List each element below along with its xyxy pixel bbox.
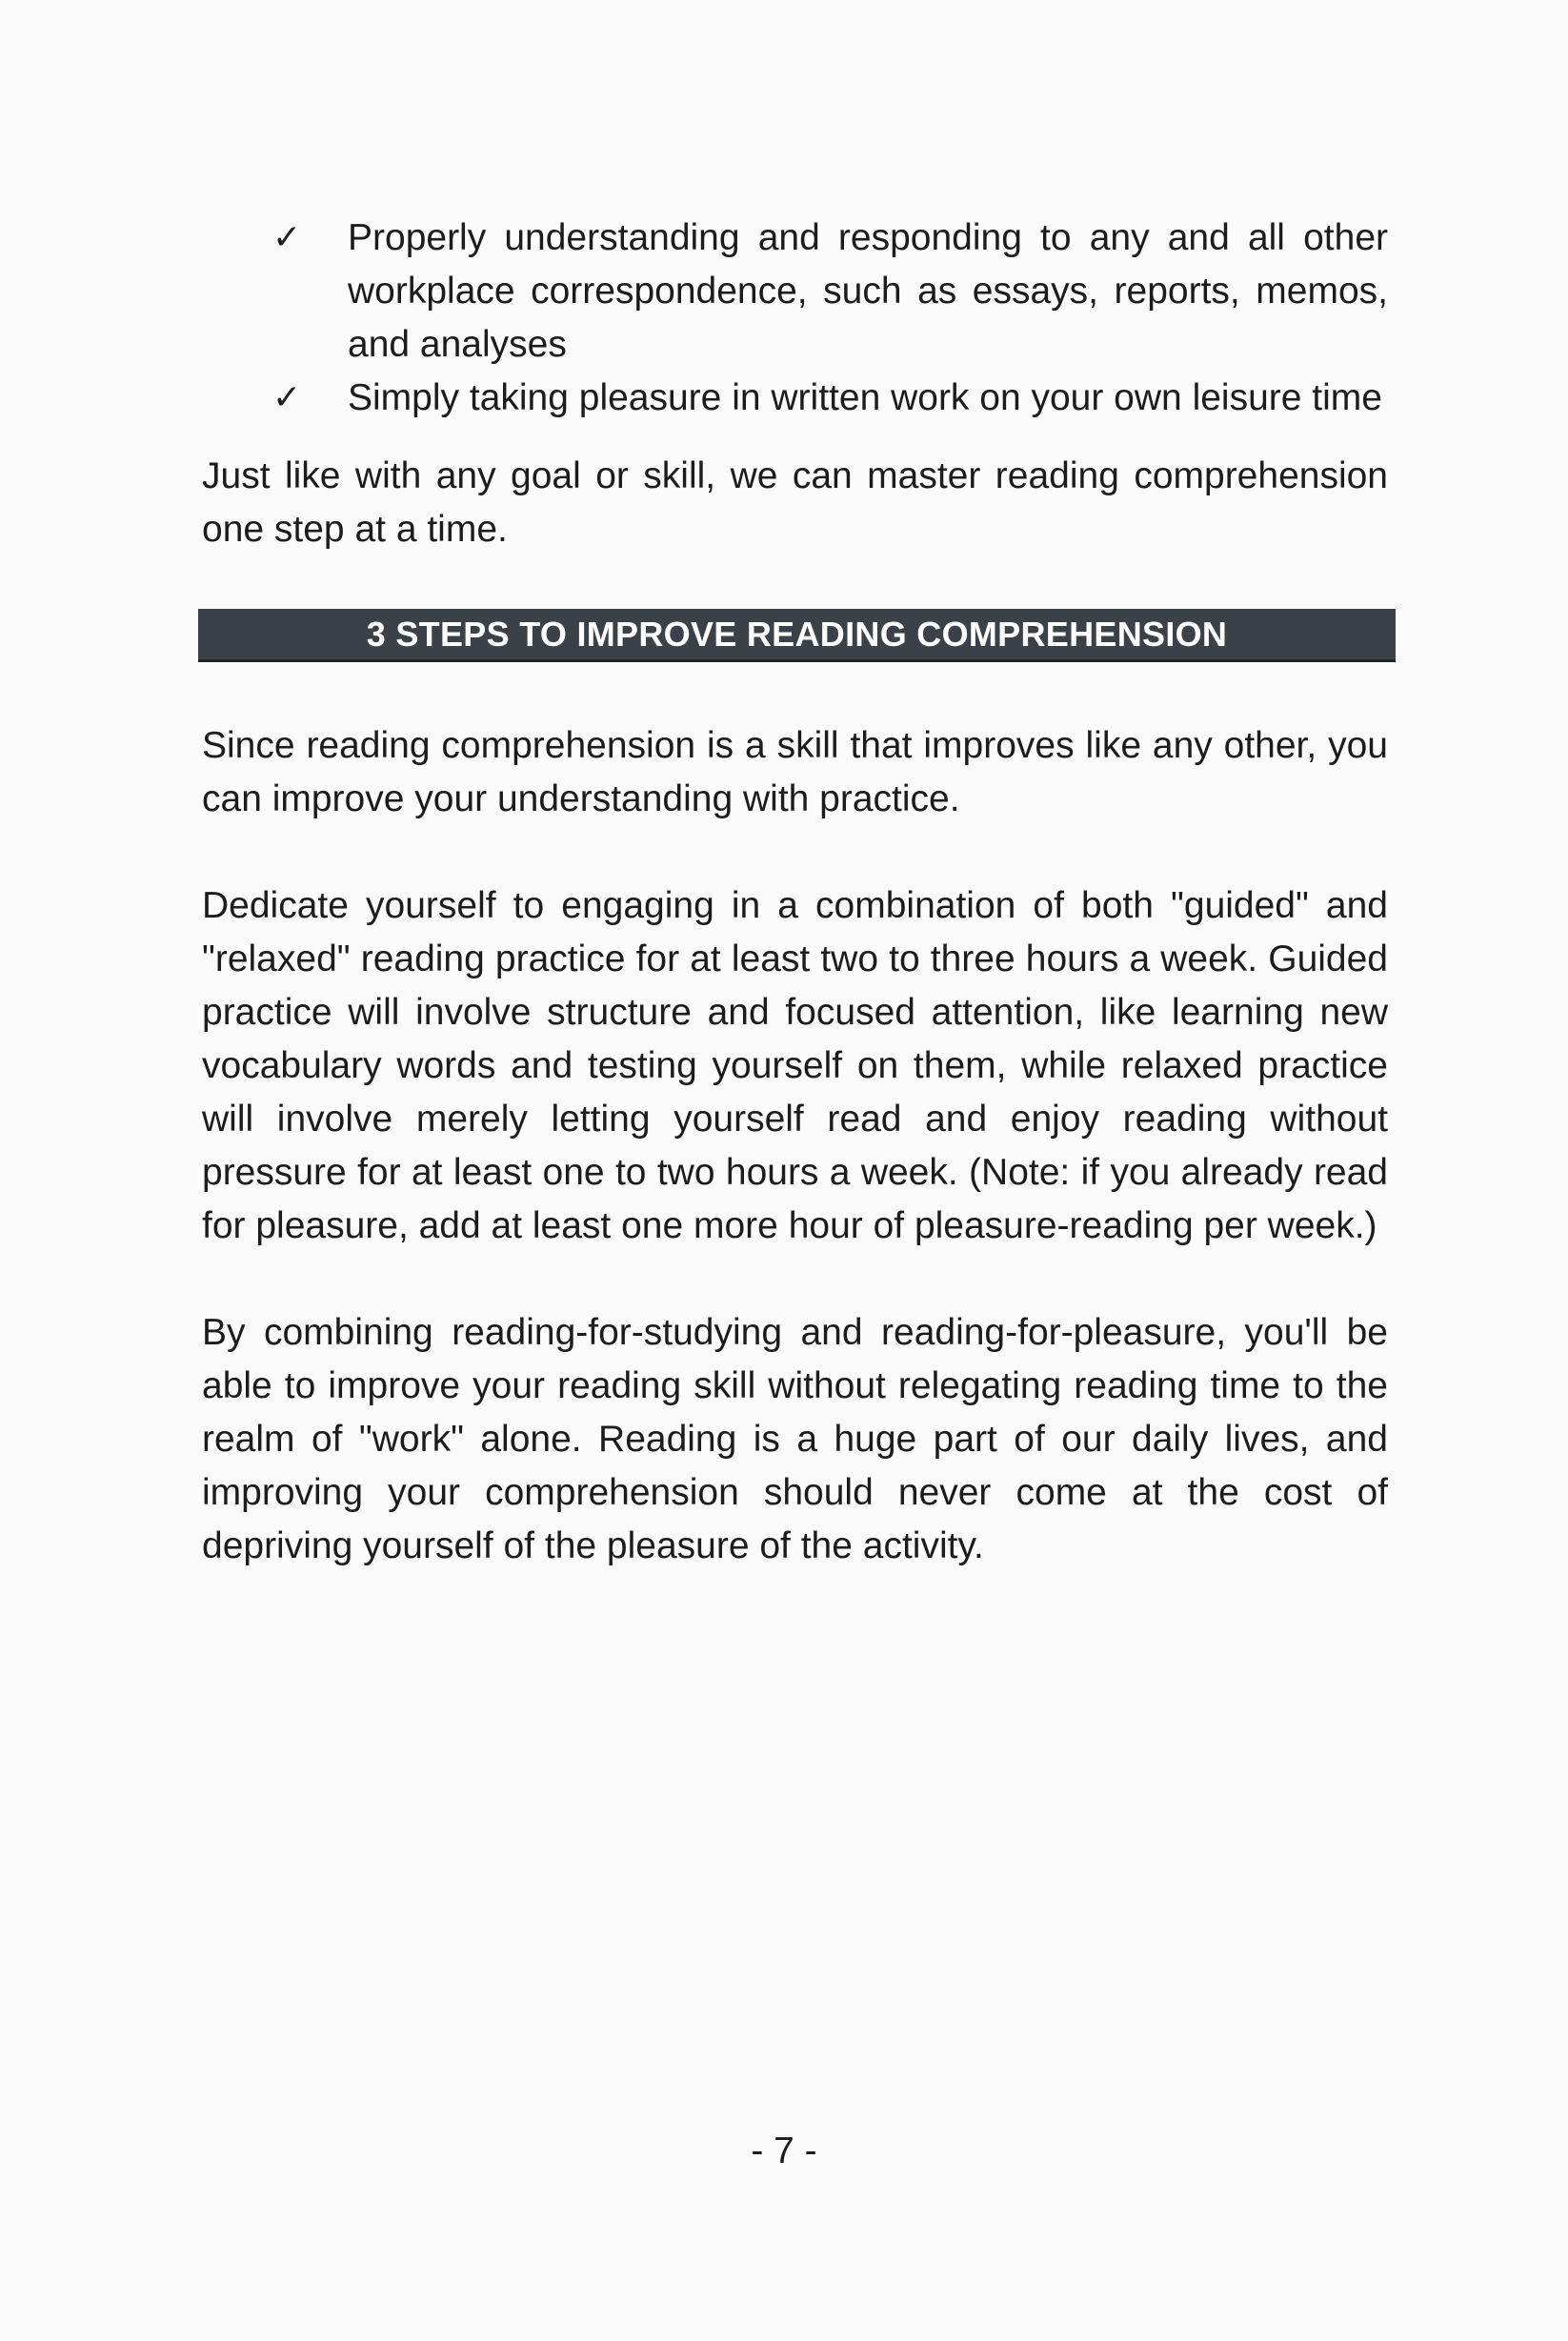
- checklist-item: [202, 372, 1388, 425]
- intro-paragraph: Just like with any goal or skill, we can master reading comprehension one step at a time.: [202, 455, 1388, 550]
- check-icon: ✓: [272, 218, 302, 257]
- section-heading-bar: [198, 609, 1396, 662]
- body-paragraph: Dedicate yourself to engaging in a combination of both "guided" and "relaxed" reading practice for at least two to three hours a week. Guided practice will involve structure and focused attention, like learning new vocabulary words and testing yourself on them, while relaxed practice will involve merely letting yourself read and enjoy reading without pressure for at least one to two hours a week. (Note: if you already read for pleasure, add at least one more hour of pleasure-reading per week.): [202, 885, 1388, 1246]
- checklist-item-text: Properly understanding and responding to any and all other workplace correspondence, such as essays, reports, memos, and analyses: [348, 217, 1388, 365]
- check-icon: ✓: [272, 378, 302, 417]
- page-number: - 7 -: [751, 2130, 817, 2171]
- section-heading: 3 STEPS TO IMPROVE READING COMPREHENSION: [366, 614, 1228, 654]
- checklist-item: [202, 212, 1388, 372]
- page-content: [202, 212, 1388, 1573]
- body-paragraph: Since reading comprehension is a skill that improves like any other, you can improve your understanding with practice.: [202, 725, 1388, 819]
- checklist-item-text: Simply taking pleasure in written work on your own leisure time: [348, 377, 1382, 418]
- checklist: [202, 212, 1388, 425]
- body-paragraph: By combining reading-for-studying and reading-for-pleasure, you'll be able to improve your reading skill without relegating reading time to the realm of "work" alone. Reading is a huge part of our daily lives, and improving your comprehension should never come at the cost of depriving yourself of the pleasure of the activity.: [202, 1312, 1388, 1566]
